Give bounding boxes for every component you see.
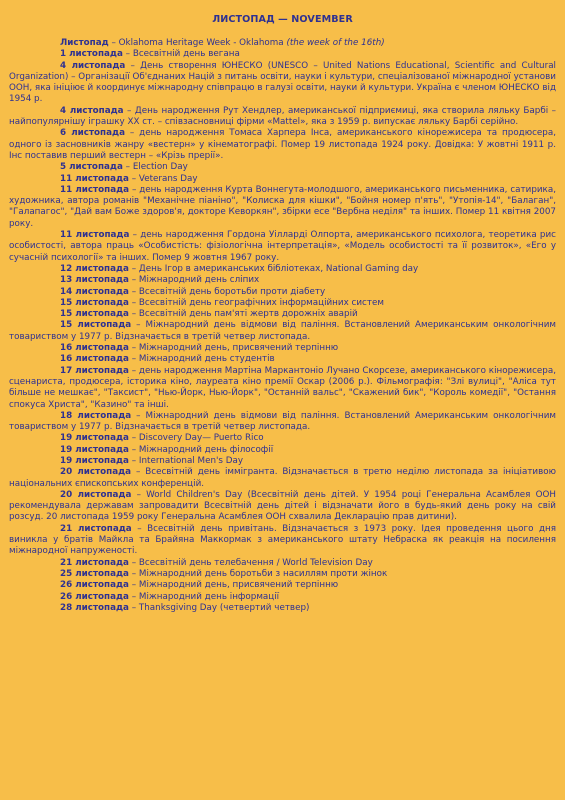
calendar-entry — [9, 592, 556, 603]
entry-date: 13 листопада — [60, 275, 129, 286]
entry-text: – Всесвітній день пам'яті жертв дорожніх аварій — [128, 309, 358, 320]
calendar-entry — [9, 106, 556, 129]
calendar-entry — [9, 467, 556, 490]
calendar-entry — [9, 61, 556, 106]
entry-date: 11 листопада — [60, 184, 130, 195]
entry-date: 21 листопада — [60, 523, 132, 534]
entry-text: – Міжнародний день сліпих — [128, 275, 260, 286]
entry-text: – Міжнародний день інформації — [128, 591, 280, 602]
entry-text: – Міжнародний день, присвячений терпінню — [128, 343, 339, 354]
entry-text: – Міжнародний день відмови від паління. Встановлений Американським онкологічним товариством у 1977 р. Відзначається в третій четвер листопада. — [9, 410, 556, 433]
calendar-entry — [9, 603, 556, 614]
entry-text: – Всесвітній день телебачення / World Television Day — [128, 557, 373, 568]
entry-text: – World Children's Day (Всесвітній день дітей. У 1954 році Генеральна Асамблея ООН рекомендувала державам запровадити Всесвітній день дітей і відзначати його в будь-який день року на свій розсуд. 20 листопада 1959 року Генеральна Асамблея ООН схвалила Декларацію прав дитини). — [9, 489, 556, 523]
entry-date: 12 листопада — [60, 263, 129, 274]
entry-note: (the week of the 16th) — [286, 38, 385, 48]
entry-text: – Thanksgiving Day (четвертий четвер) — [128, 602, 310, 613]
entry-text: – Veterans Day — [128, 173, 198, 184]
entry-text: – День створення ЮНЕСКО (UNESCO – United Nations Educational, Scientific and Cultural Organization) – Організації Об'єднаних Націй з питань освіти, науки і культури, спеціалізованої міжнародної установи ООН, яка ініціює й координує міжнародну співпрацю в галузі освіти, науки й культури. Україна є членом ЮНЕСКО від 1954 р. — [9, 60, 556, 105]
calendar-entry — [9, 264, 556, 275]
calendar-entry — [9, 38, 556, 49]
entry-date: 20 листопада — [60, 467, 132, 478]
entry-date: 4 листопада — [60, 105, 124, 116]
entry-date: 19 листопада — [60, 444, 129, 455]
entry-text: – Всесвітній день іммігранта. Відзначається в третю неділю листопада за ініціативою національних єпископських конференцій. — [9, 467, 556, 489]
entry-text: – Oklahoma Heritage Week - Oklahoma — [108, 38, 287, 48]
entry-text: – International Men's Day — [128, 455, 244, 466]
entry-date: 17 листопада — [60, 365, 129, 376]
entry-date: 14 листопада — [60, 286, 129, 297]
entry-text: – день народження Мартіна Марка​нтоніо Лучано Скорсезе, американського кінорежисера, сценариста, продюсера, історика кіно, лауреата кіно премії Оскар (2006 р.). Фільмографія: "Злі вулиці", "Аліса тут більше не мешкає", "Таксист", "Нью-Йорк, Нью-Йорк", "Останній вальс", "Скажений бик", "Король комедії", "Остання спокуса Христа", "Казино" та інші. — [9, 365, 556, 410]
calendar-entry — [9, 174, 556, 185]
calendar-entry — [9, 320, 556, 343]
entry-text: – Всесвітній день привітань. Відзначається з 1973 року. Ідея проведення цього дня виникла у братів Майкла та Брайяна Маккормак з американського штату Небраска як реакція на посилення міжнародної напруженості. — [9, 523, 556, 557]
entry-date: 5 листопада — [60, 162, 123, 173]
calendar-entry — [9, 366, 556, 411]
calendar-entry — [9, 128, 556, 162]
entry-date: 16 листопада — [60, 343, 129, 354]
calendar-entry — [9, 524, 556, 558]
entry-text: – Всесвітній день вегана — [122, 49, 240, 60]
entry-date: 4 листопада — [60, 60, 126, 71]
entry-date: 15 листопада — [60, 309, 129, 320]
entry-date: 18 листопада — [60, 410, 132, 421]
entry-text: – Міжнародний день, присвячений терпінню — [128, 580, 339, 591]
entry-date: 15 листопада — [60, 320, 132, 331]
entry-date: 21 листопада — [60, 557, 129, 568]
entry-text: – день народження Томаса Харпера Інса, американського кінорежисера та продюсера, одного із засновників жанру «вестерн» у кінематографі. Помер 19 листопада 1924 року. Довідка: У жовтні 1911 р. Інс поставив перший вестерн – «Крізь прерії». — [9, 128, 556, 161]
calendar-entry — [9, 354, 556, 365]
calendar-entry — [9, 309, 556, 320]
entry-date: 16 листопада — [60, 354, 129, 365]
entry-text: – День Ігор в американських бібліотеках, National Gaming day — [128, 263, 419, 274]
entry-date: 11 листопада — [60, 173, 129, 184]
calendar-entry — [9, 343, 556, 354]
entry-date: Листопад — [60, 38, 109, 48]
entry-text: – Міжнародний день боротьби з насиллям проти жінок — [128, 568, 388, 579]
calendar-entry — [9, 569, 556, 580]
entry-text: – День народження Рут Хендлер, американської підприємиці, яка створила ляльку Барбі – найпопулярнішу іграшку ХХ ст. – співзасновниці фірми «Mattel», яка з 1959 р. випускає ляльку Барбі серійно. — [9, 105, 557, 128]
calendar-entry — [9, 456, 556, 467]
entry-text: – день народження Гордона Уілларді Олпорта, американського психолога, теоретика рис особистості, автора праць «Особистість: фізіологічна інтерпретація», «Модель особистості та її розвиток», «Его у сучасній психології» та інших. Помер 9 жовтня 1967 року. — [9, 230, 556, 263]
calendar-entry — [9, 185, 556, 230]
calendar-entry — [9, 445, 556, 456]
calendar-entry — [9, 298, 556, 309]
entry-text: – Discovery Day— Puerto Rico — [128, 433, 264, 444]
calendar-entry — [9, 275, 556, 286]
entry-date: 1 листопада — [60, 49, 123, 60]
entry-text: – Всесвітній день географічних інформаційних систем — [128, 297, 384, 308]
entry-text: – день народження Курта Воннегута-молодшого, американського письменника, сатирика, художника, автора романів "Механічне піаніно", "Колиска для кішки", "Бойня номер п'ять", "Утопія-14", "Балаган", "Галапагос", "Дай вам Боже здоров'я, докторе Кеворкян", збірки есе "Вербна неділя" та інших. Помер 11 квітня 2007 року. — [9, 184, 556, 229]
calendar-entry — [9, 580, 556, 591]
entry-date: 26 листопада — [60, 591, 129, 602]
calendar-entry — [9, 411, 556, 434]
entry-date: 19 листопада — [60, 433, 129, 444]
entries-list — [9, 38, 556, 614]
entry-text: – Міжнародний день відмови від паління. Встановлений Американським онкологічним товариством у 1977 р. Відзначається в третій четвер листопада. — [9, 320, 556, 342]
entry-text: – Election Day — [122, 162, 188, 173]
calendar-entry — [9, 230, 556, 264]
entry-text: – Міжнародний день студентів — [128, 354, 275, 365]
entry-date: 19 листопада — [60, 455, 129, 466]
calendar-entry — [9, 558, 556, 569]
calendar-entry — [9, 433, 556, 444]
calendar-entry — [9, 287, 556, 298]
entry-date: 11 листопада — [60, 230, 130, 241]
entry-text: – Міжнародний день філософії — [128, 444, 274, 455]
page-title: ЛИСТОПАД — NOVEMBER — [212, 14, 353, 25]
entry-text: – Всесвітній день боротьби проти діабету — [128, 286, 326, 297]
entry-date: 6 листопада — [60, 128, 125, 139]
calendar-entry — [9, 49, 556, 60]
entry-date: 15 листопада — [60, 297, 129, 308]
entry-date: 26 листопада — [60, 580, 129, 591]
entry-date: 25 листопада — [60, 568, 129, 579]
calendar-entry — [9, 490, 556, 524]
entry-date: 20 листопада — [60, 489, 132, 500]
calendar-entry — [9, 162, 556, 173]
entry-date: 28 листопада — [60, 602, 129, 613]
